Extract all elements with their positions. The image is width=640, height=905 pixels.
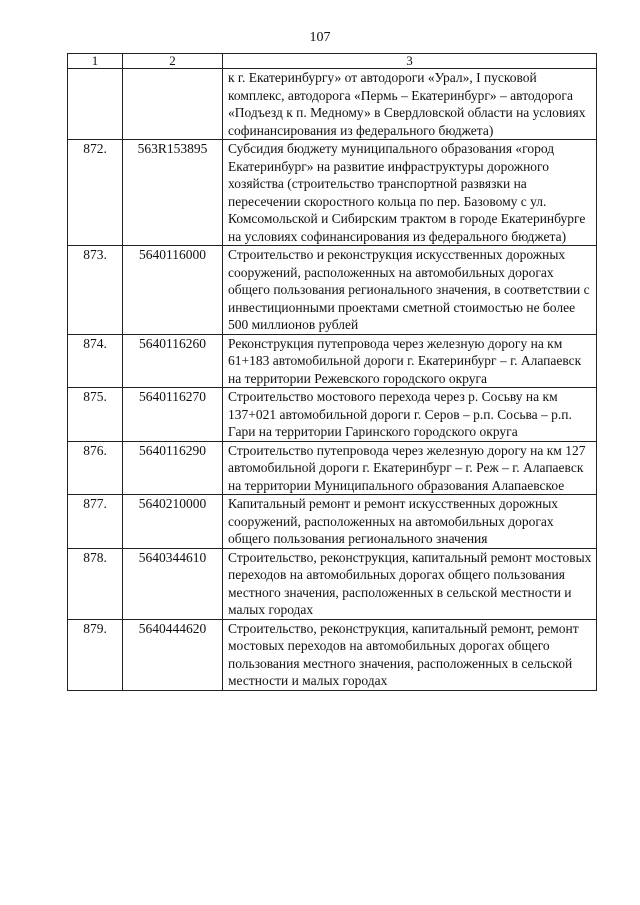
row-code: 5640210000: [123, 495, 223, 549]
row-number: 873.: [68, 246, 123, 335]
row-description: Строительство и реконструкция искусственных дорожных сооружений, расположенных на автомобильных дорогах общего пользования регионального значения, в соответствии с инвестиционными проектами сметной стоимостью не более 500 миллионов рублей: [223, 246, 597, 335]
column-header-2: 2: [123, 54, 223, 69]
row-code: 5640116260: [123, 334, 223, 388]
row-code: 563R153895: [123, 140, 223, 246]
row-description: Субсидия бюджету муниципального образования «город Екатеринбург» на развитие инфраструктуры дорожного хозяйства (строительство транспортной развязки на пересечении скоростного кольца по пер. Базовому с ул. Комсомольской и Сибирским трактом в городе Екатеринбурге на условиях софинансирования из федерального бюджета): [223, 140, 597, 246]
row-code: 5640116270: [123, 388, 223, 442]
page-number: 107: [309, 30, 331, 45]
table-row: [68, 388, 597, 442]
table-row: [68, 548, 597, 619]
budget-classification-table: [67, 53, 597, 691]
row-description: Строительство мостового перехода через р. Сосьву на км 137+021 автомобильной дороги г. Серов – р.п. Сосьва – р.п. Гари на территории Гаринского городского округа: [223, 388, 597, 442]
row-number: 875.: [68, 388, 123, 442]
row-number: 877.: [68, 495, 123, 549]
row-description: Строительство, реконструкция, капитальный ремонт мостовых переходов на автомобильных дорогах общего пользования местного значения, расположенных в сельской местности и малых городах: [223, 548, 597, 619]
table-row: [68, 619, 597, 690]
row-description: к г. Екатеринбургу» от автодороги «Урал», I пусковой комплекс, автодорога «Пермь – Екатеринбург» – автодорога «Подъезд к п. Медному» в Свердловской области на условиях софинансирования из федерального бюджета): [223, 69, 597, 140]
row-code: 5640344610: [123, 548, 223, 619]
table-row: [68, 334, 597, 388]
row-number: 876.: [68, 441, 123, 495]
row-number: [68, 69, 123, 140]
row-code: 5640116290: [123, 441, 223, 495]
row-code: 5640116000: [123, 246, 223, 335]
row-code: [123, 69, 223, 140]
row-description: Строительство путепровода через железную дорогу на км 127 автомобильной дороги г. Екатеринбург – г. Реж – г. Алапаевск на территории Муниципального образования Алапаевское: [223, 441, 597, 495]
column-header-3: 3: [223, 54, 597, 69]
row-number: 879.: [68, 619, 123, 690]
table-header-row: [68, 54, 597, 69]
table-row: [68, 69, 597, 140]
column-header-1: 1: [68, 54, 123, 69]
table-row: [68, 246, 597, 335]
row-description: Капитальный ремонт и ремонт искусственных дорожных сооружений, расположенных на автомобильных дорогах общего пользования регионального значения: [223, 495, 597, 549]
table-row: [68, 441, 597, 495]
row-number: 874.: [68, 334, 123, 388]
table-row: [68, 140, 597, 246]
row-code: 5640444620: [123, 619, 223, 690]
table-row: [68, 495, 597, 549]
row-description: Реконструкция путепровода через железную дорогу на км 61+183 автомобильной дороги г. Екатеринбург – г. Алапаевск на территории Режевского городского округа: [223, 334, 597, 388]
row-description: Строительство, реконструкция, капитальный ремонт, ремонт мостовых переходов на автомобильных дорогах общего пользования местного значения, расположенных в сельской местности и малых городах: [223, 619, 597, 690]
row-number: 878.: [68, 548, 123, 619]
row-number: 872.: [68, 140, 123, 246]
